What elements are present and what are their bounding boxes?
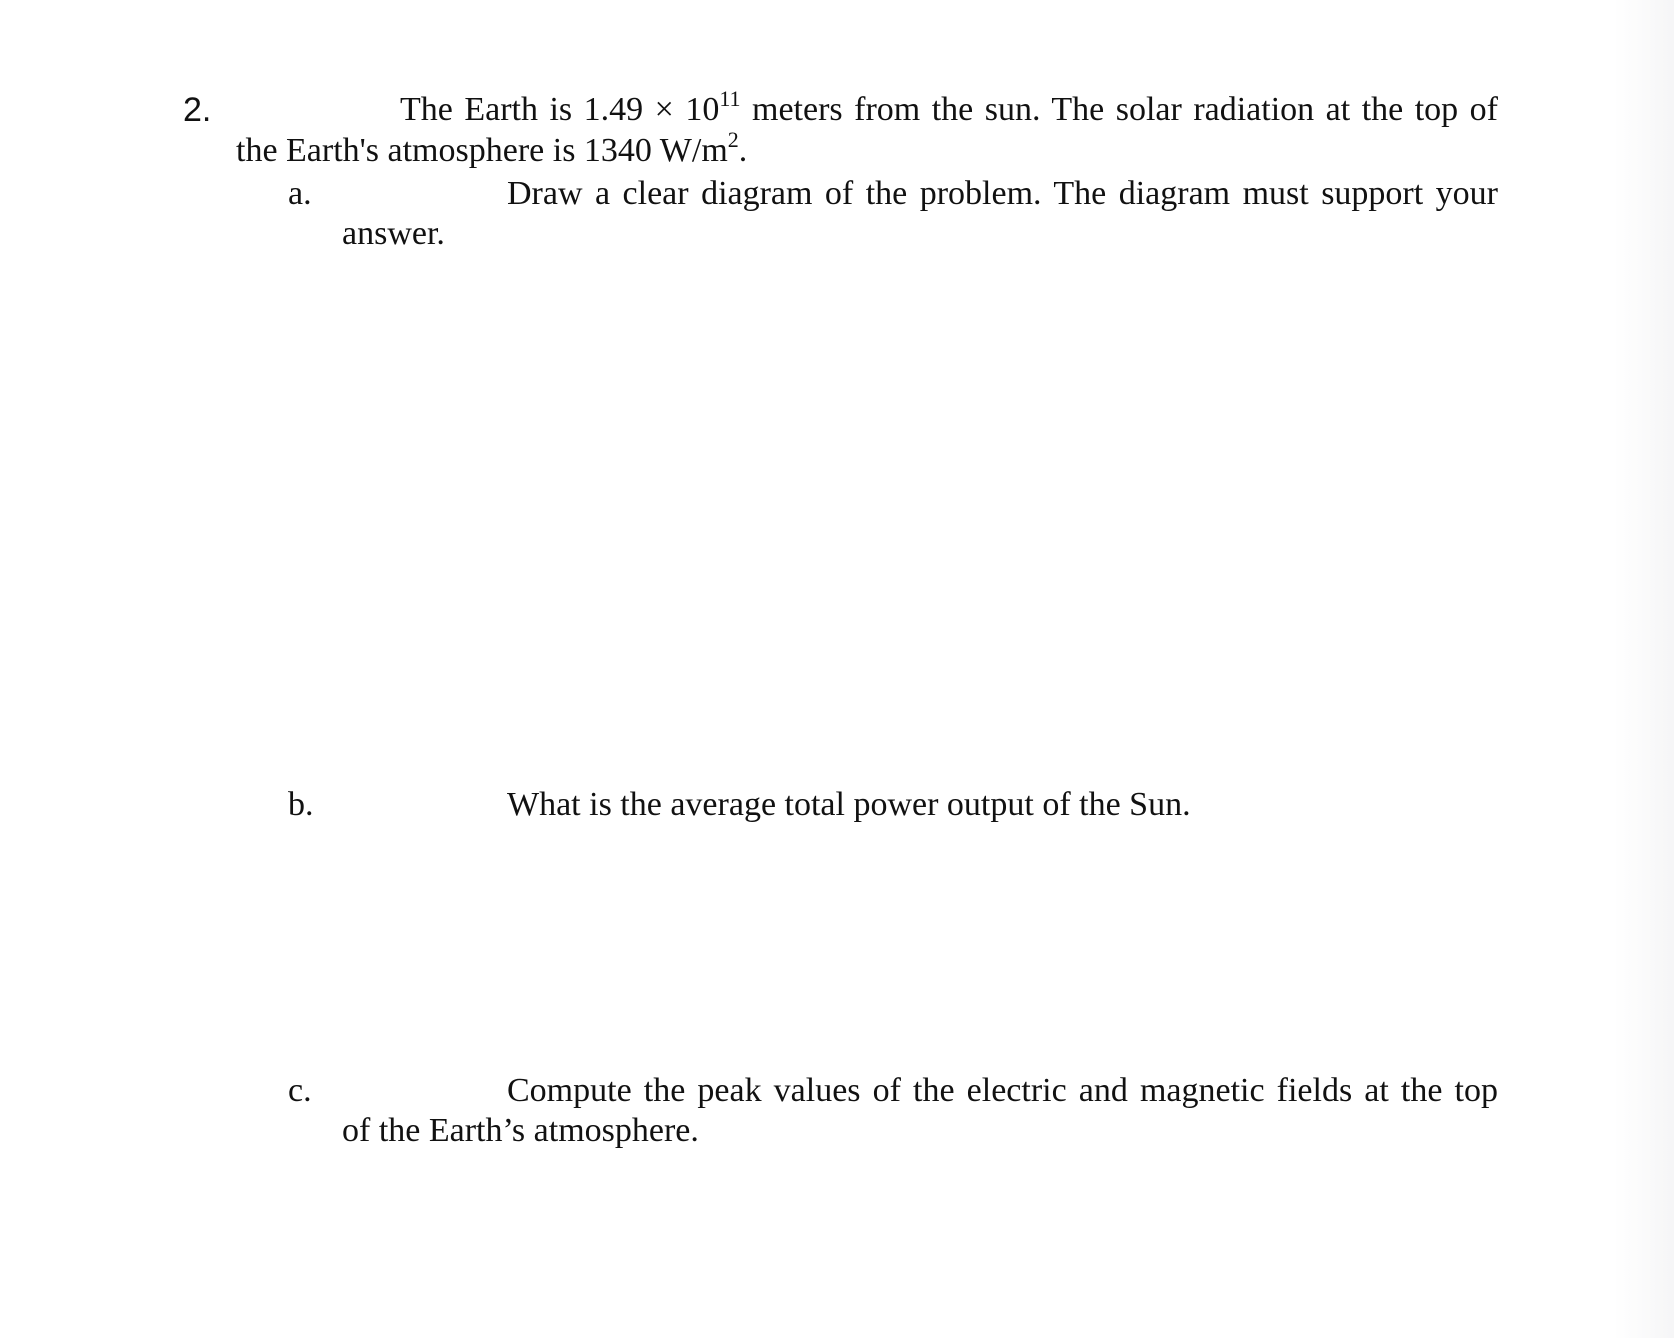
part-a-label: a. — [288, 175, 312, 212]
part-c-text-line-1: Compute the peak values of the electric and magnetic fields at the top — [507, 1072, 1498, 1109]
intro-text-post: meters from the sun. The solar radiation at the top of — [740, 91, 1498, 128]
question-intro-line-2 — [236, 126, 748, 171]
intro-text-pre: The Earth is 1.49 × 10 — [400, 91, 720, 128]
intro-line2-exponent: 2 — [727, 126, 739, 152]
part-b-label: b. — [288, 786, 314, 823]
question-intro-line-1 — [400, 85, 1498, 130]
intro-line2-period: . — [738, 132, 748, 169]
part-b-text: What is the average total power output of the Sun. — [507, 786, 1191, 823]
part-a-text-line-2: answer. — [342, 215, 445, 252]
part-c-text-line-2: of the Earth’s atmosphere. — [342, 1112, 699, 1149]
part-a-text-line-1: Draw a clear diagram of the problem. The diagram must support your — [507, 175, 1498, 212]
intro-line2-text: the Earth's atmosphere is 1340 W/m — [236, 132, 728, 169]
part-c-label: c. — [288, 1072, 312, 1109]
question-number: 2. — [183, 91, 212, 129]
page-edge-shadow — [1614, 0, 1674, 1338]
intro-exponent: 11 — [719, 85, 741, 111]
